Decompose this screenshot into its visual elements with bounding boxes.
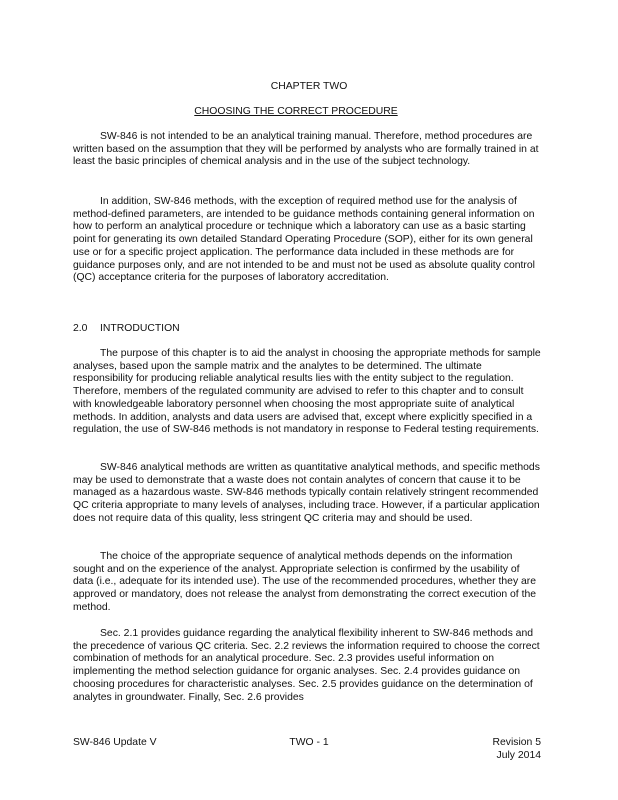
intro-paragraph-1: SW-846 is not intended to be an analytical training manual. Therefore, method procedures are written based on the assumption that they will be performed by analysts who are formally trained in at least the basic principles of chemical analysis and in the use of the subject technology. (73, 131, 539, 168)
section-heading (73, 323, 180, 336)
section-paragraph-1: The purpose of this chapter is to aid the analyst in choosing the appropriate methods for sample analyses, based upon the sample matrix and the analytes to be determined. The ultimate responsibility for producing reliable analytical results lies with the entity subject to the regulation. Therefore, members of the regulated community are advised to refer to this chapter and to consult with knowledgeable laboratory personnel when choosing the most appropriate suite of analytical methods. In addition, analysts and data users are advised that, except where explicitly specified in a regulation, the use of SW-846 methods is not mandatory in response to Federal testing requirements. (73, 348, 541, 436)
footer-revision-number: Revision 5 (492, 737, 541, 748)
intro-paragraph-2: In addition, SW-846 methods, with the exception of required method use for the analysis of method-defined parameters, are intended to be guidance methods containing general information on how to perform an analytical procedure or technique which a laboratory can use as a basic starting point for generating its own detailed Standard Operating Procedure (SOP), either for its own general use or for a specific project application. The performance data included in these methods are for guidance purposes only, and are not intended to be and must not be used as absolute quality control (QC) acceptance criteria for the purposes of laboratory accreditation. (73, 196, 535, 284)
section-title: INTRODUCTION (100, 323, 180, 334)
chapter-title-text: CHOOSING THE CORRECT PROCEDURE (194, 106, 398, 117)
section-paragraph-3: The choice of the appropriate sequence of analytical methods depends on the information sought and on the experience of the analyst. Appropriate selection is confirmed by the usability of data (i.e., adequate for its intended use). The use of the recommended procedures, whether they are approved or mandatory, does not release the analyst from demonstrating the correct execution of the method. (73, 551, 537, 613)
section-number: 2.0 (73, 323, 88, 334)
section-paragraph-4: Sec. 2.1 provides guidance regarding the analytical flexibility inherent to SW-846 methods and the precedence of various QC criteria. Sec. 2.2 reviews the information required to choose the correct combination of methods for an analytical procedure. Sec. 2.3 provides useful information on implementing the method selection guidance for organic analyses. Sec. 2.4 provides guidance on choosing procedures for characteristic analyses. Sec. 2.5 provides guidance on the determination of analytes in groundwater. Finally, Sec. 2.6 provides (73, 628, 540, 703)
footer-revision (486, 737, 541, 762)
footer-revision-date: July 2014 (496, 749, 541, 761)
chapter-title (0, 106, 618, 119)
chapter-heading: CHAPTER TWO (270, 81, 348, 92)
footer-document-name: SW-846 Update V (73, 737, 157, 748)
footer-page-number: TWO - 1 (289, 737, 329, 748)
section-paragraph-2: SW-846 analytical methods are written as quantitative analytical methods, and specific methods may be used to demonstrate that a waste does not contain analytes of concern that cause it to be managed as a hazardous waste. SW-846 methods typically contain relatively stringent recommended QC criteria appropriate to many levels of analyses, including trace. However, if a particular application does not require data of this quality, less stringent QC criteria may and should be used. (73, 462, 540, 524)
